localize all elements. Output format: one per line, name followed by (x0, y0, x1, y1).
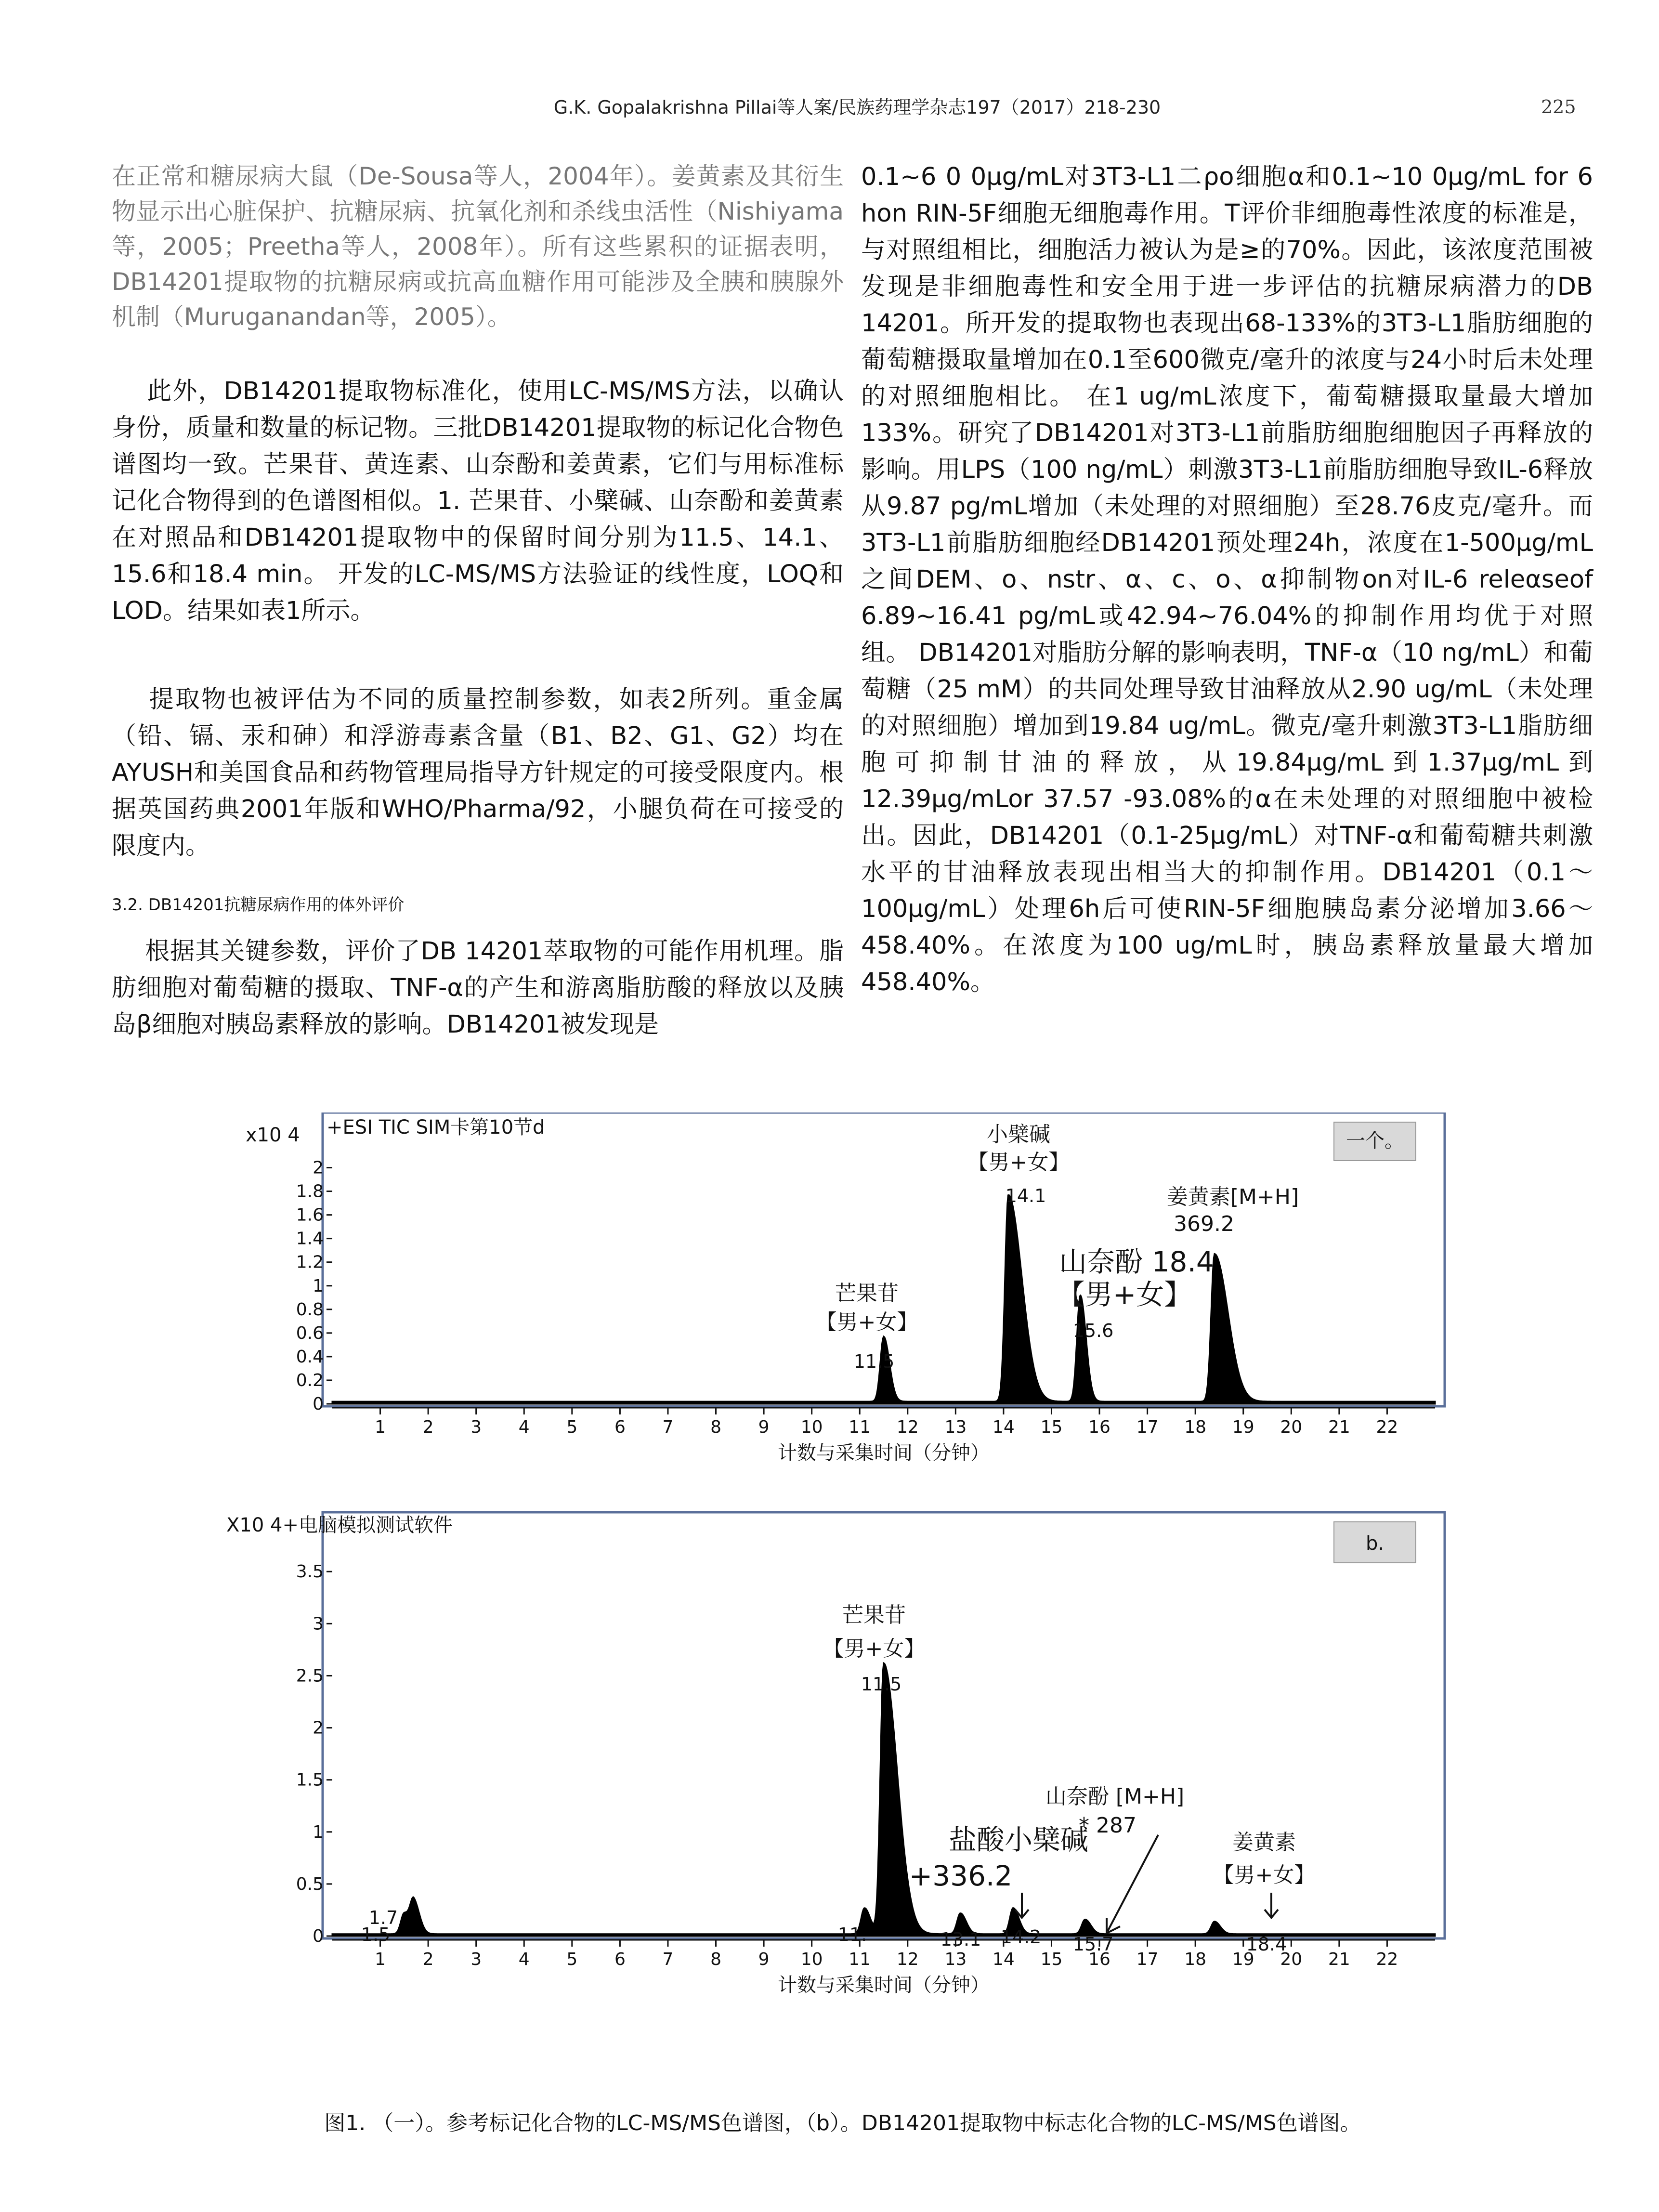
x-tick-label: 15 (1040, 1950, 1063, 1969)
y-multiplier-1: X10 4+电脑模拟测试软件 (226, 1514, 453, 1536)
peak-ion-label: 【男+女】 (1057, 1278, 1192, 1311)
x-tick-label: 3 (470, 1950, 482, 1969)
y-tick-label: 3 (313, 1614, 324, 1634)
y-tick-label: 0.2 (296, 1370, 324, 1390)
x-tick-label: 6 (614, 1417, 626, 1437)
left-paragraph-4: 根据其关键参数，评价了DB 14201萃取物的可能作用机理。脂肪细胞对葡萄糖的摄取、TNF-α的产生和游离脂肪酸的释放以及胰岛β细胞对胰岛素释放的影响。DB14201被发现是 (112, 937, 844, 1039)
running-title: G.K. Gopalakrishna Pillai等人案/民族药理学杂志197（2017）218-230 (553, 97, 1161, 118)
x-tick-label: 17 (1136, 1417, 1159, 1437)
y-tick-label: 3.5 (296, 1562, 324, 1582)
x-tick-label: 18 (1184, 1417, 1207, 1437)
x-axis-title-1: 计数与采集时间（分钟） (778, 1974, 990, 1996)
peak-rt-label: 11.5 (861, 1674, 902, 1695)
y-tick-label: 0.5 (296, 1874, 324, 1894)
peak-rt-label: 14.1 (1005, 1185, 1046, 1206)
x-tick-label: 14 (993, 1417, 1015, 1437)
x-tick-label: 3 (470, 1417, 482, 1437)
x-tick-label: 12 (896, 1950, 919, 1969)
peak-name-label: 山奈酚 18.4 (1059, 1245, 1214, 1278)
x-tick-label: 2 (422, 1950, 434, 1969)
x-tick-label: 1 (375, 1950, 386, 1969)
page-number: 225 (1541, 96, 1576, 118)
x-tick-label: 17 (1136, 1950, 1159, 1969)
figure-caption: 图1. （一）。参考标记化合物的LC-MS/MS色谱图，（b）。DB14201提取物中标志化合物的LC-MS/MS色谱图。 (324, 2111, 1361, 2135)
peak-rt-label: 14.2 (1000, 1926, 1042, 1948)
peak-name-label: 姜黄素 (1232, 1830, 1296, 1855)
figure-1 (212, 1113, 1474, 2148)
x-tick-label: 22 (1376, 1417, 1398, 1437)
x-tick-label: 16 (1088, 1417, 1110, 1437)
x-tick-label: 4 (518, 1417, 530, 1437)
panel-label-1: b. (1365, 1532, 1385, 1555)
y-tick-label: 1.6 (296, 1205, 324, 1225)
x-tick-label: 5 (566, 1950, 578, 1969)
y-tick-label: 0.4 (296, 1347, 324, 1367)
peak-rt-label: 11. (837, 1924, 867, 1945)
x-tick-label: 13 (944, 1950, 967, 1969)
right-paragraph-1: 0.1~6 0 0μg/mL对3T3-L1二ρo细胞α和0.1~10 0μg/mL for 6 hon RIN-5F细胞无细胞毒作用。T评价非细胞毒性浓度的标准是，与对照组相比，细胞活力被认为是≥的70%。因此，该浓度范围被发现是非细胞毒性和安全用于进一步评估的抗糖尿病潜力的DB 14201。所开发的提取物也表现出68-133%的3T3-L1脂肪细胞的葡萄糖摄取量增加在0.1至600微克/毫升的浓度与24小时后未处理的对照细胞相比。 在1 ug/mL浓度下，葡萄糖摄取量最大增加133%。研究了DB14201对3T3-L1前脂肪细胞细胞因子再释放的影响。用LPS（100 ng/mL）刺激3T3-L1前脂肪细胞导致IL-6释放从9.87 pg/mL增加（未处理的对照细胞）至28.76皮克/毫升。而3T3-L1前脂肪细胞经DB14201预处理24h，浓度在1-500μg/mL之间DEM、o、nstr、α、c、o、α抑制物on对IL-6 releαseof 6.89~16.41 pg/mL或42.94~76.04%的抑制作用均优于对照组。 DB14201对脂肪分解的影响表明，TNF-α（10 ng/mL）和葡萄糖（25 mM）的共同处理导致甘油释放从2.90 ug/mL（未处理的对照细胞）增加到19.84 ug/mL。微克/毫升刺激3T3-L1脂肪细胞可抑制甘油的释放，从19.84μg/mL到1.37μg/mL到12.39μg/mLor 37.57 -93.08%的α在未处理的对照细胞中被检出。因此，DB14201（0.1-25μg/mL）对TNF-α和葡萄糖共刺激水平的甘油释放表现出相当大的抑制作用。DB14201（0.1～100μg/mL）处理6h后可使RIN-5F细胞胰岛素分泌增加3.66～458.40%。在浓度为100 ug/mL时，胰岛素释放量最大增加458.40%。 (861, 163, 1601, 996)
x-tick-label: 18 (1184, 1950, 1207, 1969)
x-tick-label: 4 (518, 1950, 530, 1969)
y-tick-label: 2 (313, 1718, 324, 1738)
y-tick-label: 1.5 (296, 1770, 324, 1790)
x-tick-label: 10 (800, 1417, 823, 1437)
peak-rt-label: 15.6 (1072, 1320, 1114, 1341)
y-tick-label: 2 (313, 1158, 324, 1178)
x-tick-label: 5 (566, 1417, 578, 1437)
left-column (112, 159, 844, 1043)
peak-ion-label: 【男+女】 (967, 1150, 1070, 1175)
section-heading: 3.2. DB14201抗糖尿病作用的体外评价 (112, 895, 405, 915)
peak-name-label: 芒果苷 (835, 1281, 899, 1306)
panel-label-0: 一个。 (1346, 1130, 1404, 1152)
left-paragraph-1: 在正常和糖尿病大鼠（De-Sousa等人，2004年）。姜黄素及其衍生物显示出心脏保护、抗糖尿病、抗氧化剂和杀线虫活性（Nishiyama等，2005；Preetha等人，2008年）。所有这些累积的证据表明，DB14201提取物的抗糖尿病或抗高血糖作用可能涉及全胰和胰腺外机制（Muruganandan等，2005）。 (112, 162, 844, 331)
y-tick-label: 1.4 (296, 1229, 324, 1249)
x-tick-label: 20 (1280, 1417, 1303, 1437)
x-tick-label: 11 (849, 1950, 871, 1969)
peak-name-label: 芒果苷 (842, 1603, 906, 1627)
peak-ion-label: 369.2 (1174, 1212, 1234, 1236)
y-multiplier-0: x10 4 (246, 1124, 300, 1146)
x-tick-label: 6 (614, 1950, 626, 1969)
x-tick-label: 10 (800, 1950, 823, 1969)
right-column (861, 159, 1601, 1001)
chromatogram-trace-1 (332, 1663, 1435, 1936)
x-tick-label: 12 (896, 1417, 919, 1437)
peak-ion-label: +336.2 (909, 1859, 1013, 1892)
chromatogram-figure (212, 1113, 1474, 2105)
x-tick-label: 19 (1232, 1417, 1254, 1437)
x-tick-label: 14 (993, 1950, 1015, 1969)
peak-rt-label: 15.7 (1072, 1934, 1114, 1955)
x-tick-label: 1 (375, 1417, 386, 1437)
x-tick-label: 7 (662, 1417, 674, 1437)
y-tick-label: 0 (313, 1394, 324, 1414)
x-axis-title-0: 计数与采集时间（分钟） (778, 1442, 990, 1464)
peak-ion-label: 【男+女】 (1213, 1863, 1316, 1887)
panel-title-0: +ESI TIC SIM卡第10节d (327, 1116, 545, 1139)
peak-name-label: 小檗碱 (987, 1122, 1050, 1147)
x-tick-label: 11 (849, 1417, 871, 1437)
x-tick-label: 8 (710, 1950, 721, 1969)
peak-ion-label: * 287 (1079, 1813, 1136, 1838)
peak-name-label: 山奈酚 [M+H] (1045, 1784, 1185, 1809)
x-tick-label: 21 (1328, 1417, 1350, 1437)
arrow-curcumin (1265, 1893, 1278, 1918)
x-tick-label: 9 (758, 1950, 770, 1969)
x-tick-label: 16 (1088, 1950, 1110, 1969)
x-tick-label: 19 (1232, 1950, 1254, 1969)
peak-name-label: 盐酸小檗碱 (948, 1823, 1089, 1856)
left-paragraph-2: 此外，DB14201提取物标准化，使用LC-MS/MS方法，以确认身份，质量和数量的标记物。三批DB14201提取物的标记化合物色谱图均一致。芒果苷、黄连素、山奈酚和姜黄素，它们与用标准标记化合物得到的色谱图相似。1. 芒果苷、小檗碱、山奈酚和姜黄素在对照品和DB14201提取物中的保留时间分别为11.5、14.1、15.6和18.4 min。 开发的LC-MS/MS方法验证的线性度，LOQ和LOD。结果如表1所示。 (112, 377, 844, 625)
x-tick-label: 20 (1280, 1950, 1303, 1969)
peak-ion-label: 【男+女】 (823, 1636, 926, 1661)
y-tick-label: 2.5 (296, 1666, 324, 1686)
x-tick-label: 21 (1328, 1950, 1350, 1969)
x-tick-label: 22 (1376, 1950, 1398, 1969)
left-paragraph-3: 提取物也被评估为不同的质量控制参数，如表2所列。重金属（铅、镉、汞和砷）和浮游毒素含量（B1、B2、G1、G2）均在AYUSH和美国食品和药物管理局指导方针规定的可接受限度内。根据英国药典2001年版和WHO/Pharma/92，小腿负荷在可接受的限度内。 (112, 685, 844, 860)
y-tick-label: 1 (313, 1822, 324, 1842)
peak-rt-label: 1.7 (368, 1907, 398, 1928)
peak-ion-label: 【男+女】 (815, 1310, 918, 1335)
x-tick-label: 2 (422, 1417, 434, 1437)
x-tick-label: 8 (710, 1417, 721, 1437)
y-tick-label: 1.2 (296, 1252, 324, 1272)
peak-name-label: 姜黄素[M+H] (1166, 1185, 1299, 1209)
peak-rt-label: 13.1 (940, 1929, 981, 1950)
y-tick-label: 1.8 (296, 1181, 324, 1202)
peak-rt-label: 1.5 (361, 1924, 391, 1945)
arrow-kaempferol (1107, 1835, 1158, 1933)
peak-rt-label: 11.5 (853, 1351, 895, 1372)
peak-rt-label: 18.4 (1246, 1934, 1287, 1955)
x-tick-label: 7 (662, 1950, 674, 1969)
y-tick-label: 0.8 (296, 1299, 324, 1320)
x-tick-label: 9 (758, 1417, 770, 1437)
y-tick-label: 1 (313, 1276, 324, 1296)
x-tick-label: 15 (1040, 1417, 1063, 1437)
y-tick-label: 0 (313, 1926, 324, 1946)
y-tick-label: 0.6 (296, 1323, 324, 1343)
x-tick-label: 13 (944, 1417, 967, 1437)
